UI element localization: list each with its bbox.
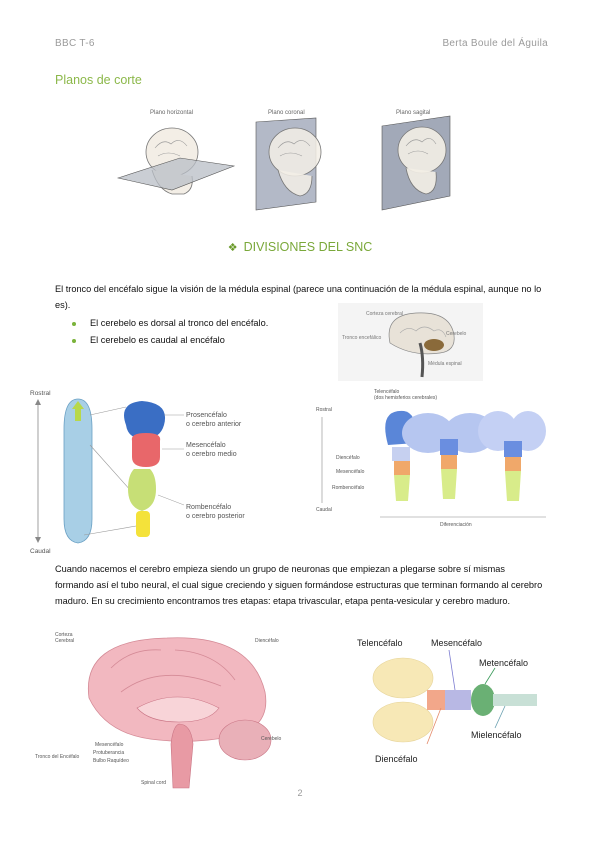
label-prosencephalon: Prosencéfalo (186, 412, 227, 419)
sagittal-plane-illustration (382, 110, 450, 210)
five-vesicles-figure (345, 632, 545, 772)
diamond-bullet-icon: ❖ (227, 242, 238, 254)
bullet-dot-icon (72, 339, 76, 343)
paragraph-development: Cuando nacemos el cerebro empieza siendo un grupo de neuronas que empiezan a plegarse sobre sí mismas formando así el tubo neural, el cual sigue creciendo y siguen formándose estructuras que terminan formando al cerebro maduro. En su crecimiento encontramos tres etapas: etapa trivascular, etapa penta-vesicular y cerebro maduro. (55, 564, 543, 606)
label-pons: Protuberancia (93, 750, 125, 756)
label-spinal-cord: Spinal cord (141, 780, 167, 786)
label-cortex: Corteza (55, 632, 73, 638)
label-rhombencephalon-alt: o cerebro posterior (186, 513, 245, 520)
label-myelencephalon: Mielencéfalo (471, 730, 522, 740)
label-mesencephalon-alt: o cerebro medio (186, 451, 237, 458)
axis-rostral-label: Rostral (30, 390, 51, 397)
label-brainstem: Tronco encefálico (342, 335, 382, 341)
label-mesencephalon: Mesencéfalo (186, 442, 226, 449)
paragraph-brainstem: El tronco del encéfalo sigue la visión de la médula espinal (parece una continuación de la médula espinal, aunque no lo es). (55, 284, 542, 310)
bullet-item (72, 318, 268, 328)
label-mesencephalon: Mesencéfalo (431, 638, 483, 648)
divisions-heading-text: DIVISIONES DEL SNC (243, 240, 373, 254)
label-diencephalon: Diencéfalo (336, 455, 360, 461)
page-number: 2 (297, 788, 303, 798)
label-mesencephalon: Mesencéfalo (336, 469, 365, 475)
label-telencephalon: Telencéfalo (374, 389, 400, 395)
plane-label-coronal: Plano coronal (268, 110, 305, 116)
label-rhombencephalon: Rombencéfalo (186, 504, 232, 511)
label-medulla: Bulbo Raquídeo (93, 758, 129, 764)
label-spinal-cord: Médula espinal (428, 361, 462, 367)
horizontal-plane-illustration (118, 110, 234, 194)
bullet-text: El cerebelo es caudal al encéfalo (90, 335, 225, 345)
label-cortex-line2: Cerebral (55, 638, 75, 644)
label-mesencephalon: Mesencéfalo (95, 742, 124, 748)
label-cortex: Corteza cerebral (366, 311, 403, 317)
label-cerebellum: Cerebelo (261, 736, 282, 742)
bullet-text: El cerebelo es dorsal al tronco del encéfalo. (90, 318, 269, 328)
label-prosencephalon-alt: o cerebro anterior (186, 421, 242, 428)
label-metencephalon: Metencéfalo (479, 658, 529, 668)
label-diencephalon: Diencéfalo (255, 638, 279, 644)
brainstem-figure (338, 303, 483, 381)
planes-figure (110, 100, 490, 220)
divisions-heading (0, 240, 600, 254)
axis-caudal-label: Caudal (316, 507, 332, 513)
label-differentiation: Diferenciación (440, 522, 472, 528)
label-diencephalon: Diencéfalo (375, 754, 418, 764)
vesicle-stage-3 (478, 411, 546, 501)
bullet-item (72, 335, 225, 345)
bullet-dot-icon (72, 322, 76, 326)
label-rhombencephalon: Rombencéfalo (332, 485, 365, 491)
coronal-plane-illustration (256, 110, 321, 210)
header-left: BBC T-6 (55, 38, 95, 49)
label-telencephalon-sub: (dos hemisferios cerebrales) (374, 395, 438, 401)
axis-rostral-label: Rostral (316, 407, 332, 413)
axis-caudal-label: Caudal (30, 548, 51, 555)
brain-sagittal-figure (35, 628, 290, 788)
plane-label-horizontal: Plano horizontal (150, 110, 194, 116)
plane-label-sagittal: Plano sagital (396, 110, 431, 116)
header-right: Berta Boule del Águila (442, 38, 548, 49)
label-brainstem: Tronco del Encéfalo (35, 754, 80, 760)
label-cerebellum: Cerebelo (446, 331, 467, 337)
vesicles-figure (28, 385, 263, 555)
differentiation-figure (310, 385, 550, 530)
label-telencephalon: Telencéfalo (357, 638, 403, 648)
section-title: Planos de corte (55, 73, 142, 87)
